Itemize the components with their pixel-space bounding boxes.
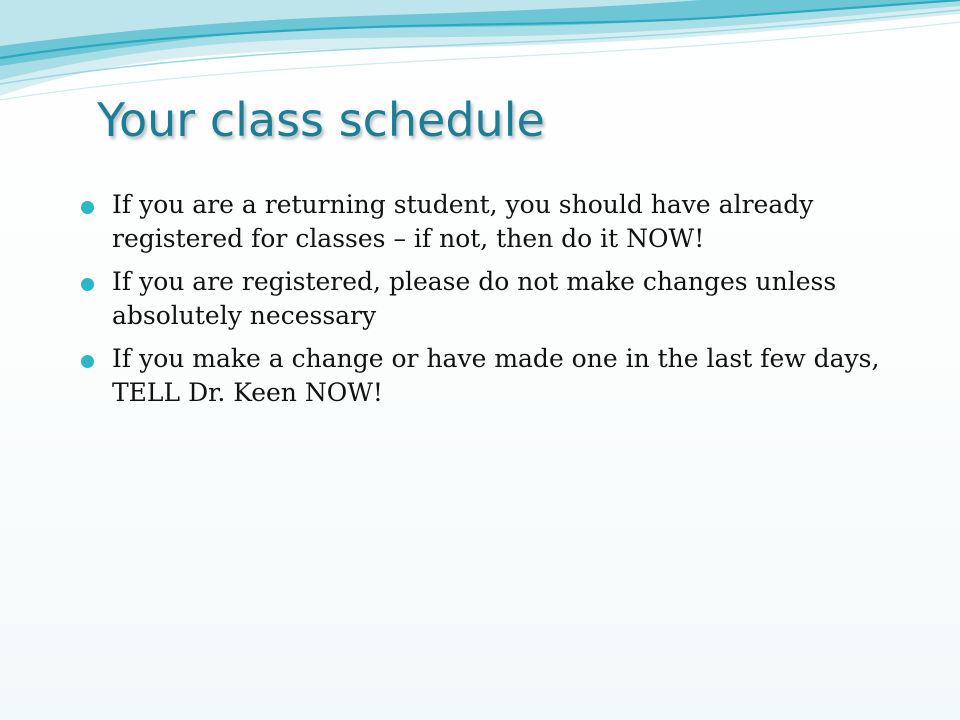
bullet-item [80, 342, 880, 410]
slide-title: Your class schedule [97, 93, 545, 147]
bullet-text: If you make a change or have made one in the last few days, TELL Dr. Keen NOW! [112, 344, 880, 407]
bullet-point-icon [81, 201, 94, 214]
bullet-item [80, 265, 880, 333]
bullet-text: If you are registered, please do not make changes unless absolutely necessary [112, 267, 837, 330]
bullet-point-icon [81, 278, 94, 291]
bullet-text: If you are a returning student, you should have already registered for classes – if not, then do it NOW! [112, 190, 814, 253]
bullet-item [80, 188, 880, 256]
bullet-point-icon [81, 355, 94, 368]
bullet-list [80, 188, 880, 419]
